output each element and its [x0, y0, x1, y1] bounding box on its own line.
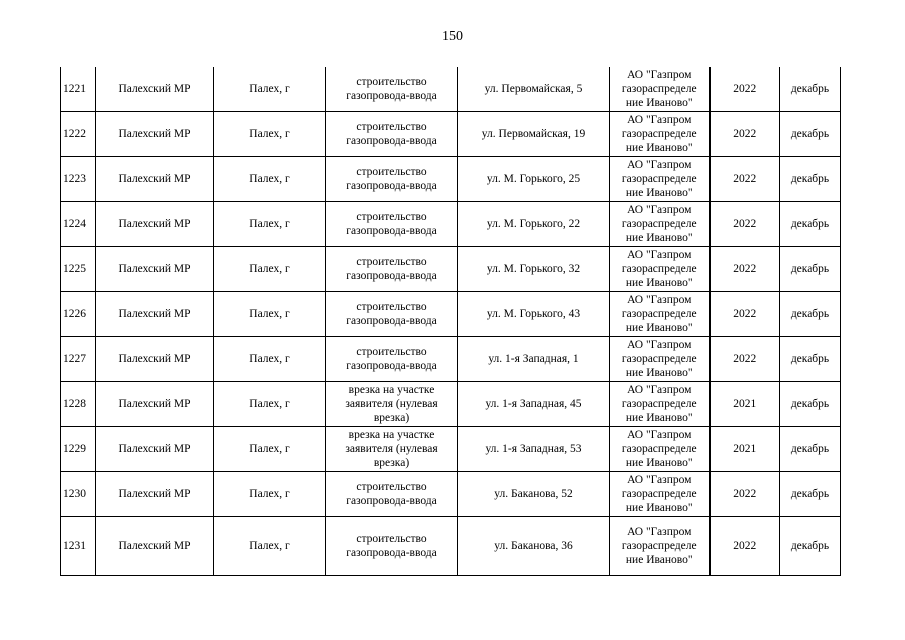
work-type-cell: строительство газопровода-ввода — [326, 517, 458, 576]
table-row — [61, 382, 841, 427]
settlement-cell: Палех, г — [214, 337, 326, 382]
month-cell: декабрь — [780, 427, 841, 472]
settlement-cell: Палех, г — [214, 112, 326, 157]
work-type-cell: строительство газопровода-ввода — [326, 112, 458, 157]
table-body — [61, 67, 841, 576]
settlement-cell: Палех, г — [214, 382, 326, 427]
work-type-cell: строительство газопровода-ввода — [326, 67, 458, 112]
address-cell: ул. 1-я Западная, 1 — [458, 337, 610, 382]
year-cell: 2021 — [710, 427, 780, 472]
year-cell: 2022 — [710, 112, 780, 157]
district-cell: Палехский МР — [96, 247, 214, 292]
district-cell: Палехский МР — [96, 292, 214, 337]
organization-cell: АО "Газпром газораспределе ние Иваново" — [610, 337, 710, 382]
work-type-cell: врезка на участке заявителя (нулевая врезка) — [326, 427, 458, 472]
table-row — [61, 67, 841, 112]
row-number-cell: 1229 — [61, 427, 96, 472]
table-row — [61, 517, 841, 576]
table-row — [61, 292, 841, 337]
settlement-cell: Палех, г — [214, 292, 326, 337]
organization-cell: АО "Газпром газораспределе ние Иваново" — [610, 247, 710, 292]
month-cell: декабрь — [780, 472, 841, 517]
year-cell: 2022 — [710, 202, 780, 247]
page-number: 150 — [442, 29, 463, 44]
address-cell: ул. 1-я Западная, 53 — [458, 427, 610, 472]
work-type-cell: строительство газопровода-ввода — [326, 292, 458, 337]
organization-cell: АО "Газпром газораспределе ние Иваново" — [610, 472, 710, 517]
table-row — [61, 472, 841, 517]
row-number-cell: 1221 — [61, 67, 96, 112]
month-cell: декабрь — [780, 67, 841, 112]
district-cell: Палехский МР — [96, 157, 214, 202]
year-cell: 2022 — [710, 67, 780, 112]
address-cell: ул. Баканова, 36 — [458, 517, 610, 576]
address-cell: ул. Баканова, 52 — [458, 472, 610, 517]
district-cell: Палехский МР — [96, 382, 214, 427]
address-cell: ул. М. Горького, 43 — [458, 292, 610, 337]
month-cell: декабрь — [780, 517, 841, 576]
organization-cell: АО "Газпром газораспределе ние Иваново" — [610, 292, 710, 337]
table-row — [61, 202, 841, 247]
settlement-cell: Палех, г — [214, 247, 326, 292]
month-cell: декабрь — [780, 112, 841, 157]
table-row — [61, 112, 841, 157]
district-cell: Палехский МР — [96, 112, 214, 157]
organization-cell: АО "Газпром газораспределе ние Иваново" — [610, 382, 710, 427]
year-cell: 2022 — [710, 247, 780, 292]
district-cell: Палехский МР — [96, 472, 214, 517]
table-row — [61, 247, 841, 292]
district-cell: Палехский МР — [96, 67, 214, 112]
settlement-cell: Палех, г — [214, 157, 326, 202]
work-type-cell: строительство газопровода-ввода — [326, 472, 458, 517]
organization-cell: АО "Газпром газораспределе ние Иваново" — [610, 202, 710, 247]
organization-cell: АО "Газпром газораспределе ние Иваново" — [610, 427, 710, 472]
district-cell: Палехский МР — [96, 517, 214, 576]
work-type-cell: строительство газопровода-ввода — [326, 157, 458, 202]
year-cell: 2022 — [710, 472, 780, 517]
gas-connection-table — [60, 67, 841, 576]
month-cell: декабрь — [780, 382, 841, 427]
work-type-cell: строительство газопровода-ввода — [326, 202, 458, 247]
address-cell: ул. М. Горького, 22 — [458, 202, 610, 247]
table-row — [61, 157, 841, 202]
month-cell: декабрь — [780, 157, 841, 202]
year-cell: 2022 — [710, 157, 780, 202]
month-cell: декабрь — [780, 247, 841, 292]
row-number-cell: 1228 — [61, 382, 96, 427]
settlement-cell: Палех, г — [214, 67, 326, 112]
row-number-cell: 1224 — [61, 202, 96, 247]
row-number-cell: 1227 — [61, 337, 96, 382]
year-cell: 2022 — [710, 292, 780, 337]
address-cell: ул. Первомайская, 19 — [458, 112, 610, 157]
organization-cell: АО "Газпром газораспределе ние Иваново" — [610, 67, 710, 112]
work-type-cell: строительство газопровода-ввода — [326, 247, 458, 292]
address-cell: ул. Первомайская, 5 — [458, 67, 610, 112]
district-cell: Палехский МР — [96, 202, 214, 247]
address-cell: ул. 1-я Западная, 45 — [458, 382, 610, 427]
organization-cell: АО "Газпром газораспределе ние Иваново" — [610, 517, 710, 576]
table-row — [61, 337, 841, 382]
district-cell: Палехский МР — [96, 337, 214, 382]
district-cell: Палехский МР — [96, 427, 214, 472]
row-number-cell: 1226 — [61, 292, 96, 337]
year-cell: 2022 — [710, 337, 780, 382]
month-cell: декабрь — [780, 337, 841, 382]
organization-cell: АО "Газпром газораспределе ние Иваново" — [610, 157, 710, 202]
organization-cell: АО "Газпром газораспределе ние Иваново" — [610, 112, 710, 157]
year-cell: 2022 — [710, 517, 780, 576]
row-number-cell: 1230 — [61, 472, 96, 517]
month-cell: декабрь — [780, 292, 841, 337]
work-type-cell: строительство газопровода-ввода — [326, 337, 458, 382]
settlement-cell: Палех, г — [214, 517, 326, 576]
row-number-cell: 1223 — [61, 157, 96, 202]
settlement-cell: Палех, г — [214, 427, 326, 472]
settlement-cell: Палех, г — [214, 202, 326, 247]
table-row — [61, 427, 841, 472]
settlement-cell: Палех, г — [214, 472, 326, 517]
row-number-cell: 1225 — [61, 247, 96, 292]
row-number-cell: 1222 — [61, 112, 96, 157]
work-type-cell: врезка на участке заявителя (нулевая врезка) — [326, 382, 458, 427]
month-cell: декабрь — [780, 202, 841, 247]
year-cell: 2021 — [710, 382, 780, 427]
address-cell: ул. М. Горького, 25 — [458, 157, 610, 202]
address-cell: ул. М. Горького, 32 — [458, 247, 610, 292]
row-number-cell: 1231 — [61, 517, 96, 576]
